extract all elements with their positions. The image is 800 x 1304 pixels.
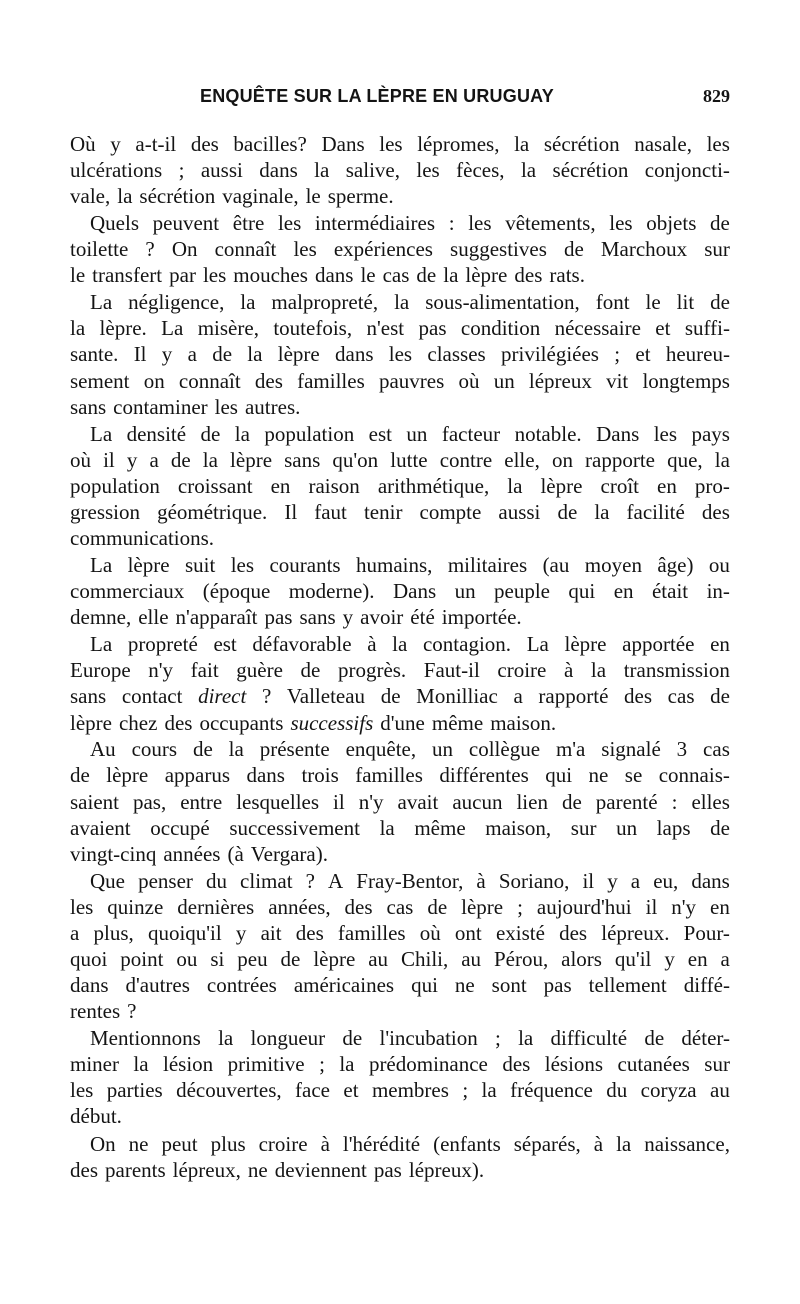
text-line: Mentionnons la longueur de l'incubation ; la difficulté de déter- [90,1026,730,1050]
text-line: des parents lépreux, ne deviennent pas lépreux). [70,1158,485,1182]
text-line: où il y a de la lèpre sans qu'on lutte contre elle, on rapporte que, la [70,448,730,472]
text-line: les parties découvertes, face et membres ; la fréquence du coryza au [70,1078,730,1102]
text-line: toilette ? On connaît les expériences suggestives de Marchoux sur [70,237,730,261]
text-line: a plus, quoiqu'il y ait des familles où ont existé des lépreux. Pour- [70,921,730,945]
page-number: 829 [703,86,730,106]
text-line: vale, la sécrétion vaginale, le sperme. [70,184,394,208]
text-line: le transfert par les mouches dans le cas de la lèpre des rats. [70,263,585,287]
text-line: La négligence, la malpropreté, la sous-alimentation, font le lit de [90,290,730,314]
text-line: dans d'autres contrées américaines qui ne sont pas tellement diffé- [70,973,730,997]
text-line: On ne peut plus croire à l'hérédité (enfants séparés, à la naissance, [90,1132,730,1156]
text-line: La densité de la population est un facteur notable. Dans les pays [90,422,730,446]
text-line: sante. Il y a de la lèpre dans les classes privilégiées ; et heureu- [70,342,730,366]
text-line: La propreté est défavorable à la contagion. La lèpre apportée en [90,632,730,656]
running-title: ENQUÊTE SUR LA LÈPRE EN URUGUAY [200,86,554,106]
text-line: les quinze dernières années, des cas de lèpre ; aujourd'hui il n'y en [70,895,730,919]
text-line: demne, elle n'apparaît pas sans y avoir été importée. [70,605,522,629]
text-line: Quels peuvent être les intermédiaires : les vêtements, les objets de [90,211,730,235]
text-line: de lèpre apparus dans trois familles différentes qui ne se connais- [70,763,730,787]
text-line: commerciaux (époque moderne). Dans un peuple qui en était in- [70,579,730,603]
text-line: sement on connaît des familles pauvres où un lépreux vit longtemps [70,369,730,393]
text-line: saient pas, entre lesquelles il n'y avait aucun lien de parenté : elles [70,790,730,814]
text-line: rentes ? [70,999,137,1023]
text-line: avaient occupé successivement la même maison, sur un laps de [70,816,730,840]
text-line: sans contaminer les autres. [70,395,301,419]
text-line: quoi point ou si peu de lèpre au Chili, au Pérou, alors qu'il y en a [70,947,730,971]
text-line: Au cours de la présente enquête, un collègue m'a signalé 3 cas [90,737,730,761]
text-line: sans contact direct ? Valleteau de Monilliac a rapporté des cas de [70,684,730,708]
text-line: la lèpre. La misère, toutefois, n'est pas condition nécessaire et suffi- [70,316,730,340]
text-line: miner la lésion primitive ; la prédominance des lésions cutanées sur [70,1052,730,1076]
text-line: gression géométrique. Il faut tenir compte aussi de la facilité des [70,500,730,524]
text-line: vingt-cinq années (à Vergara). [70,842,328,866]
text-line: population croissant en raison arithmétique, la lèpre croît en pro- [70,474,730,498]
text-line: Où y a-t-il des bacilles? Dans les lépromes, la sécrétion nasale, les [70,132,730,156]
text-line: communications. [70,526,215,550]
text-line: La lèpre suit les courants humains, militaires (au moyen âge) ou [90,553,730,577]
text-line: début. [70,1104,122,1128]
text-line: lèpre chez des occupants successifs d'une même maison. [70,711,557,735]
text-line: Europe n'y fait guère de progrès. Faut-il croire à la transmission [70,658,730,682]
text-line: ulcérations ; aussi dans la salive, les fèces, la sécrétion conjoncti- [70,158,730,182]
text-line: Que penser du climat ? A Fray-Bentor, à Soriano, il y a eu, dans [90,869,730,893]
